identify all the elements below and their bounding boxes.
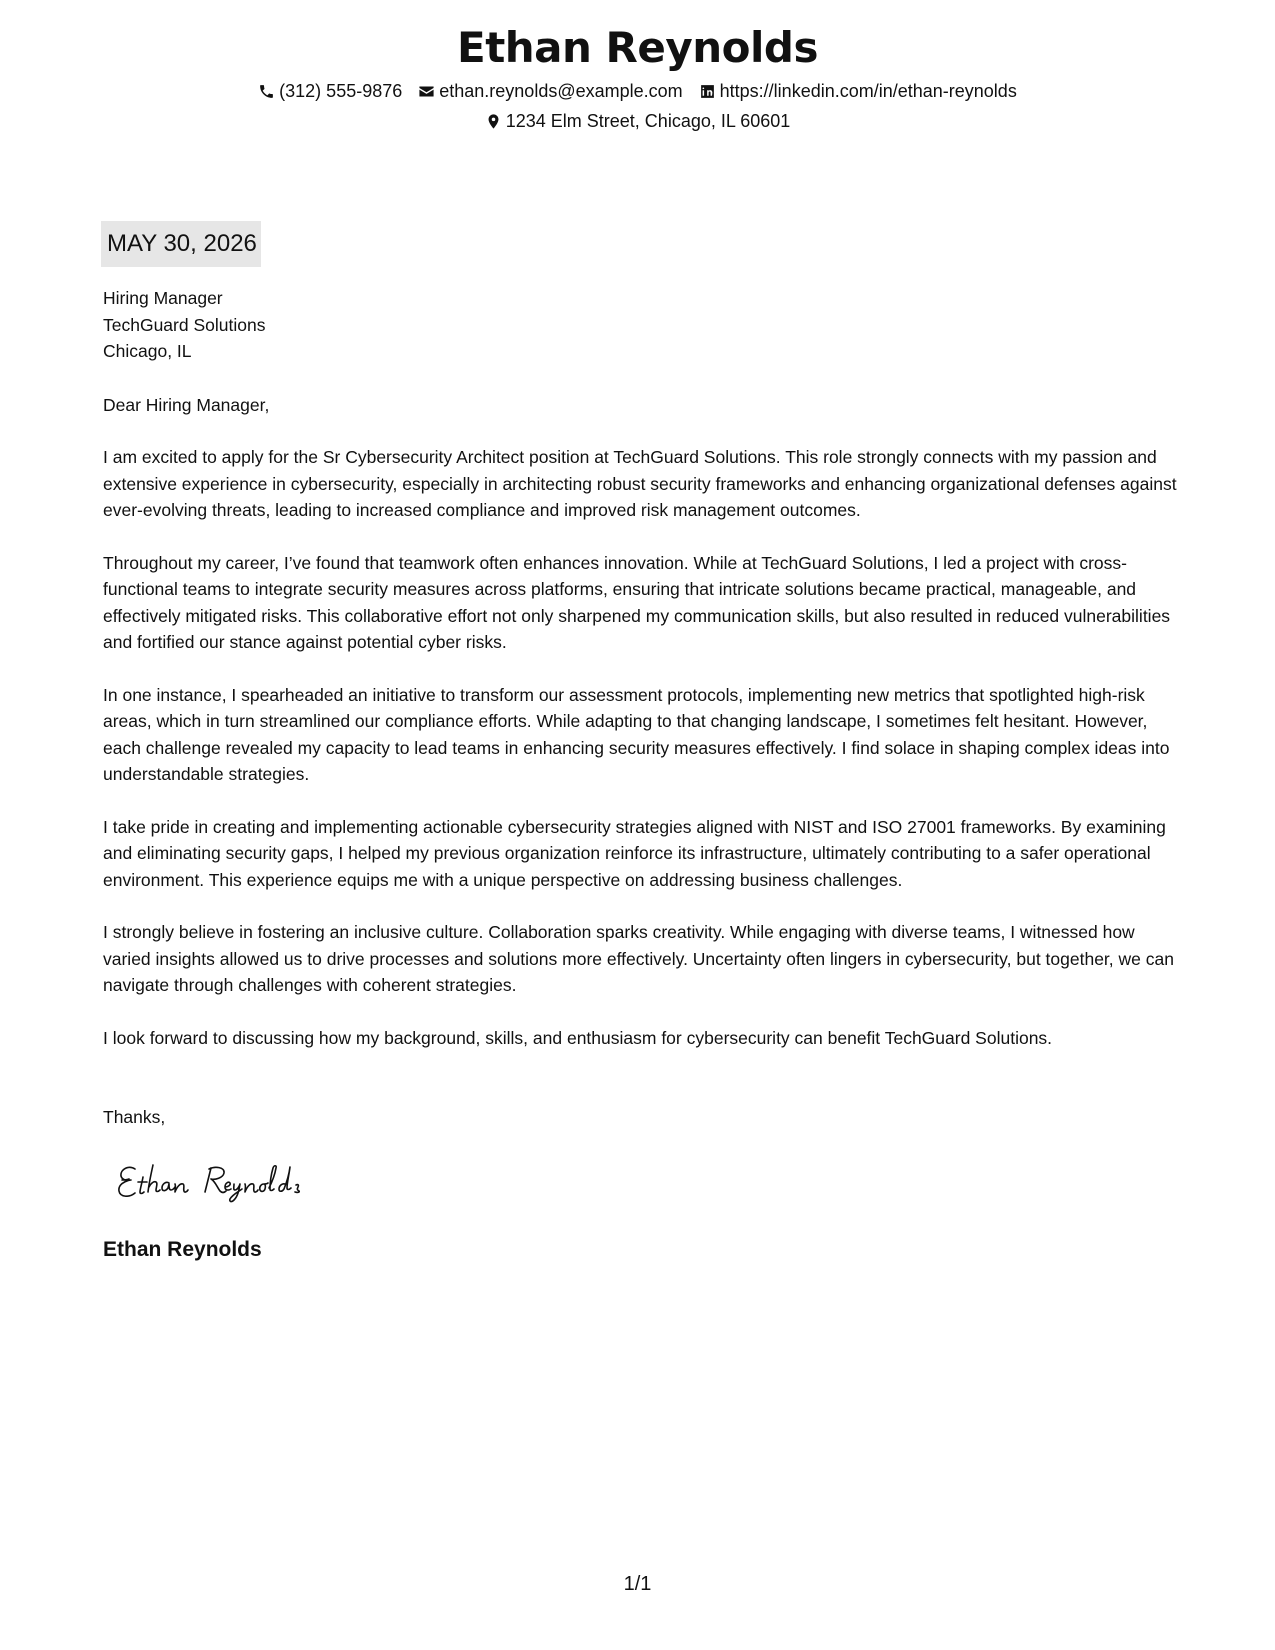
- recipient-title: Hiring Manager: [103, 288, 223, 308]
- body-paragraph: I take pride in creating and implementing actionable cybersecurity strategies aligned with NIST and ISO 27001 frameworks. By examining and eliminating security gaps, I helped my previous organization reinforce its infrastructure, ultimately contributing to a safer operational environment. This experience equips me with a unique perspective on addressing business challenges.: [103, 816, 1166, 890]
- salutation: Dear Hiring Manager,: [103, 394, 270, 415]
- contact-linkedin[interactable]: [699, 76, 1017, 106]
- address-text: 1234 Elm Street, Chicago, IL 60601: [505, 111, 791, 131]
- letter-date: MAY 30, 2026: [101, 221, 261, 267]
- recipient-block: [103, 285, 1178, 365]
- signer-name: Ethan Reynolds: [103, 1238, 262, 1261]
- closing: Thanks,: [103, 1107, 166, 1127]
- body-paragraph: Throughout my career, I’ve found that teamwork often enhances innovation. While at TechGuard Solutions, I led a project with cross-functional teams to integrate security measures across platforms, ensuring that intricate solutions became practical, manageable, and effectively mitigated risks. This collaborative effort not only sharpened my communication skills, but also resulted in reduced vulnerabilities and fortified our stance against potential cyber risks.: [103, 552, 1171, 652]
- contact-address: [485, 106, 791, 136]
- recipient-company: TechGuard Solutions: [103, 314, 266, 335]
- contact-phone: [258, 76, 402, 106]
- envelope-icon: [418, 83, 435, 100]
- contact-row-address: [0, 106, 1275, 136]
- recipient-location: Chicago, IL: [103, 341, 192, 361]
- applicant-name: Ethan Reynolds: [457, 23, 818, 72]
- body-paragraph: I strongly believe in fostering an inclusive culture. Collaboration sparks creativity. While engaging with diverse teams, I witnessed how varied insights allowed us to drive processes and solutions more effectively. Uncertainty often lingers in cybersecurity, but together, we can navigate through challenges with coherent strategies.: [103, 922, 1174, 995]
- linkedin-link[interactable]: https://linkedin.com/in/ethan-reynolds: [719, 81, 1017, 101]
- phone-text: (312) 555-9876: [279, 81, 403, 101]
- handwritten-signature: [113, 1155, 353, 1211]
- body-paragraph: I look forward to discussing how my background, skills, and enthusiasm for cybersecurity can benefit TechGuard Solutions.: [103, 1027, 1053, 1048]
- contact-email[interactable]: [418, 76, 682, 106]
- email-link[interactable]: ethan.reynolds@example.com: [439, 81, 683, 101]
- contact-row-primary: [0, 76, 1275, 106]
- letter-header: [0, 20, 1275, 136]
- letter-body: [103, 221, 1178, 1264]
- body-paragraph: I am excited to apply for the Sr Cybersecurity Architect position at TechGuard Solutions. This role strongly connects with my passion and extensive experience in cybersecurity, especially in architecting robust security frameworks and enhancing organizational defenses against ever-evolving threats, leading to increased compliance and improved risk management outcomes.: [103, 447, 1177, 520]
- body-paragraph: In one instance, I spearheaded an initiative to transform our assessment protocols, implementing new metrics that spotlighted high-risk areas, which in turn streamlined our compliance efforts. While adapting to that changing landscape, I sometimes felt hesitant. However, each challenge revealed my capacity to lead teams in enhancing security measures effectively. I find solace in shaping complex ideas into understandable strategies.: [103, 684, 1170, 784]
- map-pin-icon: [485, 113, 502, 130]
- page-number: 1/1: [623, 1573, 652, 1595]
- phone-icon: [258, 83, 275, 100]
- linkedin-icon: [699, 83, 716, 100]
